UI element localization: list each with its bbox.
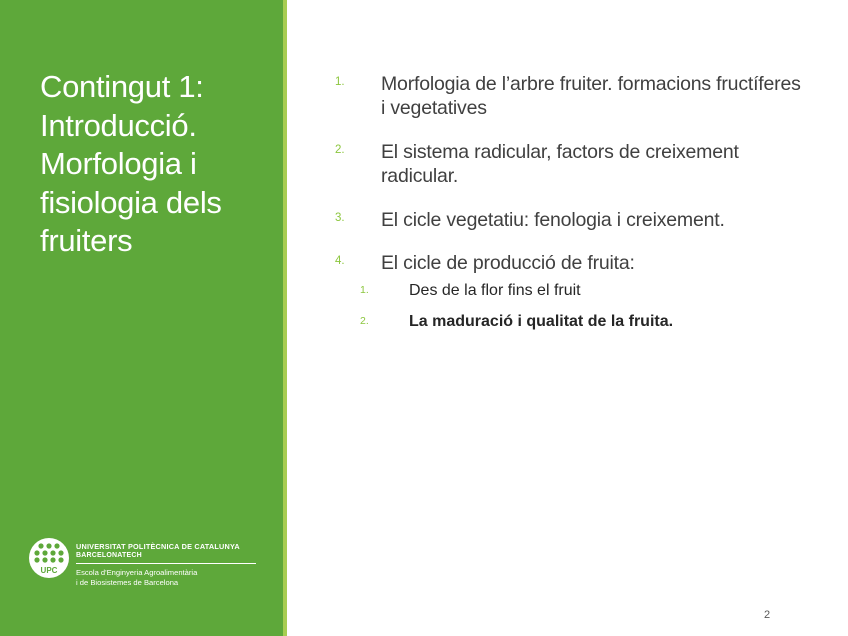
university-name: UNIVERSITAT POLITÈCNICA DE CATALUNYA — [76, 542, 240, 551]
list-item-text: El sistema radicular, factors de creixement radicular. — [381, 141, 739, 187]
slide-title: Contingut 1: Introducció. Morfologia i fisiologia dels fruiters — [40, 69, 222, 258]
sub-list-item-text: La maduració i qualitat de la fruita. — [409, 313, 674, 330]
sub-list-item-number: 1. — [360, 284, 369, 296]
upc-logo-mark — [28, 537, 70, 579]
sub-list-item-number: 2. — [360, 315, 369, 327]
logo-divider — [76, 563, 256, 564]
school-name-line-2: i de Biosistemes de Barcelona — [76, 578, 179, 587]
list-item-text: Morfologia de l’arbre fruiter. formacions fructíferes i vegetatives — [381, 73, 801, 119]
school-name-line-1: Escola d'Enginyeria Agroalimentària — [76, 568, 198, 577]
title-panel — [0, 0, 283, 636]
upc-mark-text: UPC — [40, 566, 58, 575]
list-item-number: 2. — [335, 144, 345, 156]
accent-stripe — [283, 0, 287, 636]
list-item-text: El cicle vegetatiu: fenologia i creixement. — [381, 209, 725, 231]
sub-list-item-text: Des de la flor fins el fruit — [409, 282, 581, 299]
list-item-number: 4. — [335, 255, 345, 267]
upc-logo — [28, 537, 264, 589]
list-item-text: El cicle de producció de fruita: — [381, 252, 635, 274]
logo-text — [76, 542, 266, 588]
page-number: 2 — [763, 609, 771, 621]
university-subtitle: BARCELONATECH — [76, 552, 142, 559]
list-item-number: 3. — [335, 212, 345, 224]
list-item-number: 1. — [335, 76, 345, 88]
